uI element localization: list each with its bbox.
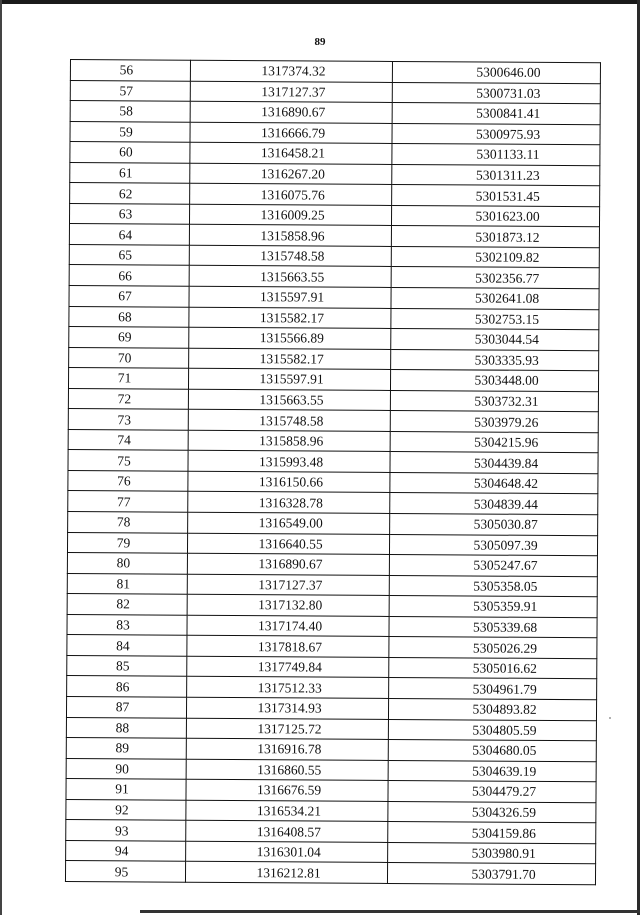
y-coordinate-cell: 5303044.54 <box>391 329 599 351</box>
point-number-cell: 65 <box>69 244 189 265</box>
point-number-cell: 75 <box>68 450 188 471</box>
y-coordinate-cell: 5304215.96 <box>390 431 598 453</box>
y-coordinate-cell: 5303980.91 <box>388 842 596 864</box>
x-coordinate-cell: 1316890.67 <box>187 553 389 575</box>
x-coordinate-cell: 1315748.58 <box>189 245 391 267</box>
point-number-cell: 86 <box>67 676 187 697</box>
y-coordinate-cell: 5305026.29 <box>389 637 597 659</box>
y-coordinate-cell: 5304439.84 <box>390 452 598 474</box>
x-coordinate-cell: 1315582.17 <box>189 348 391 370</box>
point-number-cell: 63 <box>69 203 189 224</box>
y-coordinate-cell: 5301311.23 <box>392 164 600 186</box>
x-coordinate-cell: 1315597.91 <box>189 286 391 308</box>
point-number-cell: 58 <box>70 101 190 122</box>
point-number-cell: 67 <box>69 286 189 307</box>
x-coordinate-cell: 1316549.00 <box>188 512 390 534</box>
page-number: 89 <box>314 36 326 48</box>
y-coordinate-cell: 5304326.59 <box>388 801 596 823</box>
point-number-cell: 68 <box>69 306 189 327</box>
point-number-cell: 87 <box>66 696 186 717</box>
y-coordinate-cell: 5304639.19 <box>388 760 596 782</box>
y-coordinate-cell: 5302109.82 <box>391 246 599 268</box>
table-row <box>65 861 595 885</box>
point-number-cell: 80 <box>67 553 187 574</box>
y-coordinate-cell: 5304893.82 <box>388 698 596 720</box>
point-number-cell: 61 <box>70 162 190 183</box>
y-coordinate-cell: 5302753.15 <box>391 308 599 330</box>
point-number-cell: 74 <box>68 429 188 450</box>
y-coordinate-cell: 5305339.68 <box>389 616 597 638</box>
x-coordinate-cell: 1316666.79 <box>190 122 392 144</box>
point-number-cell: 91 <box>66 779 186 800</box>
y-coordinate-cell: 5301623.00 <box>391 205 599 227</box>
y-coordinate-cell: 5302641.08 <box>391 287 599 309</box>
point-number-cell: 92 <box>66 799 186 820</box>
y-coordinate-cell: 5305359.91 <box>389 596 597 618</box>
x-coordinate-cell: 1315858.96 <box>188 430 390 452</box>
y-coordinate-cell: 5300841.41 <box>392 103 600 125</box>
y-coordinate-cell: 5303791.70 <box>387 863 595 885</box>
y-coordinate-cell: 5304805.59 <box>388 719 596 741</box>
point-number-cell: 81 <box>67 573 187 594</box>
y-coordinate-cell: 5303979.26 <box>390 411 598 433</box>
point-number-cell: 66 <box>69 265 189 286</box>
x-coordinate-cell: 1316301.04 <box>186 841 388 863</box>
coordinates-table <box>65 59 601 885</box>
x-coordinate-cell: 1316458.21 <box>190 142 392 164</box>
point-number-cell: 88 <box>66 717 186 738</box>
y-coordinate-cell: 5302356.77 <box>391 267 599 289</box>
x-coordinate-cell: 1315663.55 <box>188 389 390 411</box>
scan-edge-top <box>0 0 640 4</box>
x-coordinate-cell: 1316267.20 <box>190 163 392 185</box>
point-number-cell: 78 <box>68 512 188 533</box>
point-number-cell: 72 <box>68 388 188 409</box>
x-coordinate-cell: 1316640.55 <box>187 533 389 555</box>
x-coordinate-cell: 1317127.37 <box>190 81 392 103</box>
point-number-cell: 71 <box>68 368 188 389</box>
y-coordinate-cell: 5304961.79 <box>389 678 597 700</box>
x-coordinate-cell: 1317132.80 <box>187 594 389 616</box>
point-number-cell: 83 <box>67 614 187 635</box>
coordinates-table-container <box>65 59 600 885</box>
x-coordinate-cell: 1316328.78 <box>188 492 390 514</box>
y-coordinate-cell: 5305097.39 <box>389 534 597 556</box>
y-coordinate-cell: 5301873.12 <box>391 226 599 248</box>
point-number-cell: 57 <box>70 80 190 101</box>
point-number-cell: 73 <box>68 409 188 430</box>
point-number-cell: 90 <box>66 758 186 779</box>
x-coordinate-cell: 1317125.72 <box>186 718 388 740</box>
x-coordinate-cell: 1317512.33 <box>187 677 389 699</box>
x-coordinate-cell: 1316408.57 <box>186 820 388 842</box>
x-coordinate-cell: 1315663.55 <box>189 266 391 288</box>
x-coordinate-cell: 1317314.93 <box>186 697 388 719</box>
y-coordinate-cell: 5303732.31 <box>390 390 598 412</box>
point-number-cell: 69 <box>69 327 189 348</box>
scan-edge-left <box>0 0 2 915</box>
x-coordinate-cell: 1317374.32 <box>190 60 392 82</box>
x-coordinate-cell: 1316890.67 <box>190 101 392 123</box>
y-coordinate-cell: 5303335.93 <box>391 349 599 371</box>
y-coordinate-cell: 5300975.93 <box>392 123 600 145</box>
y-coordinate-cell: 5304680.05 <box>388 740 596 762</box>
point-number-cell: 94 <box>66 840 186 861</box>
y-coordinate-cell: 5300646.00 <box>392 61 600 83</box>
y-coordinate-cell: 5305358.05 <box>389 575 597 597</box>
y-coordinate-cell: 5304648.42 <box>390 472 598 494</box>
x-coordinate-cell: 1316534.21 <box>186 800 388 822</box>
x-coordinate-cell: 1317127.37 <box>187 574 389 596</box>
point-number-cell: 82 <box>67 594 187 615</box>
point-number-cell: 85 <box>67 655 187 676</box>
point-number-cell: 93 <box>66 820 186 841</box>
x-coordinate-cell: 1315993.48 <box>188 451 390 473</box>
y-coordinate-cell: 5305247.67 <box>389 555 597 577</box>
point-number-cell: 95 <box>65 861 185 882</box>
y-coordinate-cell: 5303448.00 <box>390 370 598 392</box>
point-number-cell: 64 <box>69 224 189 245</box>
x-coordinate-cell: 1316676.59 <box>186 779 388 801</box>
y-coordinate-cell: 5304479.27 <box>388 781 596 803</box>
x-coordinate-cell: 1315748.58 <box>188 410 390 432</box>
point-number-cell: 60 <box>70 142 190 163</box>
x-coordinate-cell: 1315582.17 <box>189 307 391 329</box>
scan-speck <box>609 717 611 719</box>
point-number-cell: 79 <box>67 532 187 553</box>
point-number-cell: 84 <box>67 635 187 656</box>
point-number-cell: 89 <box>66 738 186 759</box>
x-coordinate-cell: 1316075.76 <box>190 184 392 206</box>
x-coordinate-cell: 1316860.55 <box>186 759 388 781</box>
scan-edge-bottom <box>140 910 640 913</box>
y-coordinate-cell: 5304159.86 <box>388 822 596 844</box>
x-coordinate-cell: 1317174.40 <box>187 615 389 637</box>
y-coordinate-cell: 5301133.11 <box>392 144 600 166</box>
x-coordinate-cell: 1316212.81 <box>185 862 387 884</box>
point-number-cell: 56 <box>70 60 190 81</box>
point-number-cell: 76 <box>68 470 188 491</box>
x-coordinate-cell: 1316009.25 <box>189 204 391 226</box>
x-coordinate-cell: 1315597.91 <box>188 368 390 390</box>
y-coordinate-cell: 5301531.45 <box>392 185 600 207</box>
x-coordinate-cell: 1317749.84 <box>187 656 389 678</box>
y-coordinate-cell: 5305016.62 <box>389 657 597 679</box>
x-coordinate-cell: 1317818.67 <box>187 636 389 658</box>
point-number-cell: 70 <box>69 347 189 368</box>
x-coordinate-cell: 1316150.66 <box>188 471 390 493</box>
y-coordinate-cell: 5300731.03 <box>392 82 600 104</box>
y-coordinate-cell: 5304839.44 <box>390 493 598 515</box>
point-number-cell: 59 <box>70 121 190 142</box>
coordinates-table-body <box>65 60 600 885</box>
x-coordinate-cell: 1316916.78 <box>186 738 388 760</box>
point-number-cell: 62 <box>70 183 190 204</box>
y-coordinate-cell: 5305030.87 <box>390 513 598 535</box>
x-coordinate-cell: 1315858.96 <box>189 225 391 247</box>
point-number-cell: 77 <box>68 491 188 512</box>
x-coordinate-cell: 1315566.89 <box>189 327 391 349</box>
